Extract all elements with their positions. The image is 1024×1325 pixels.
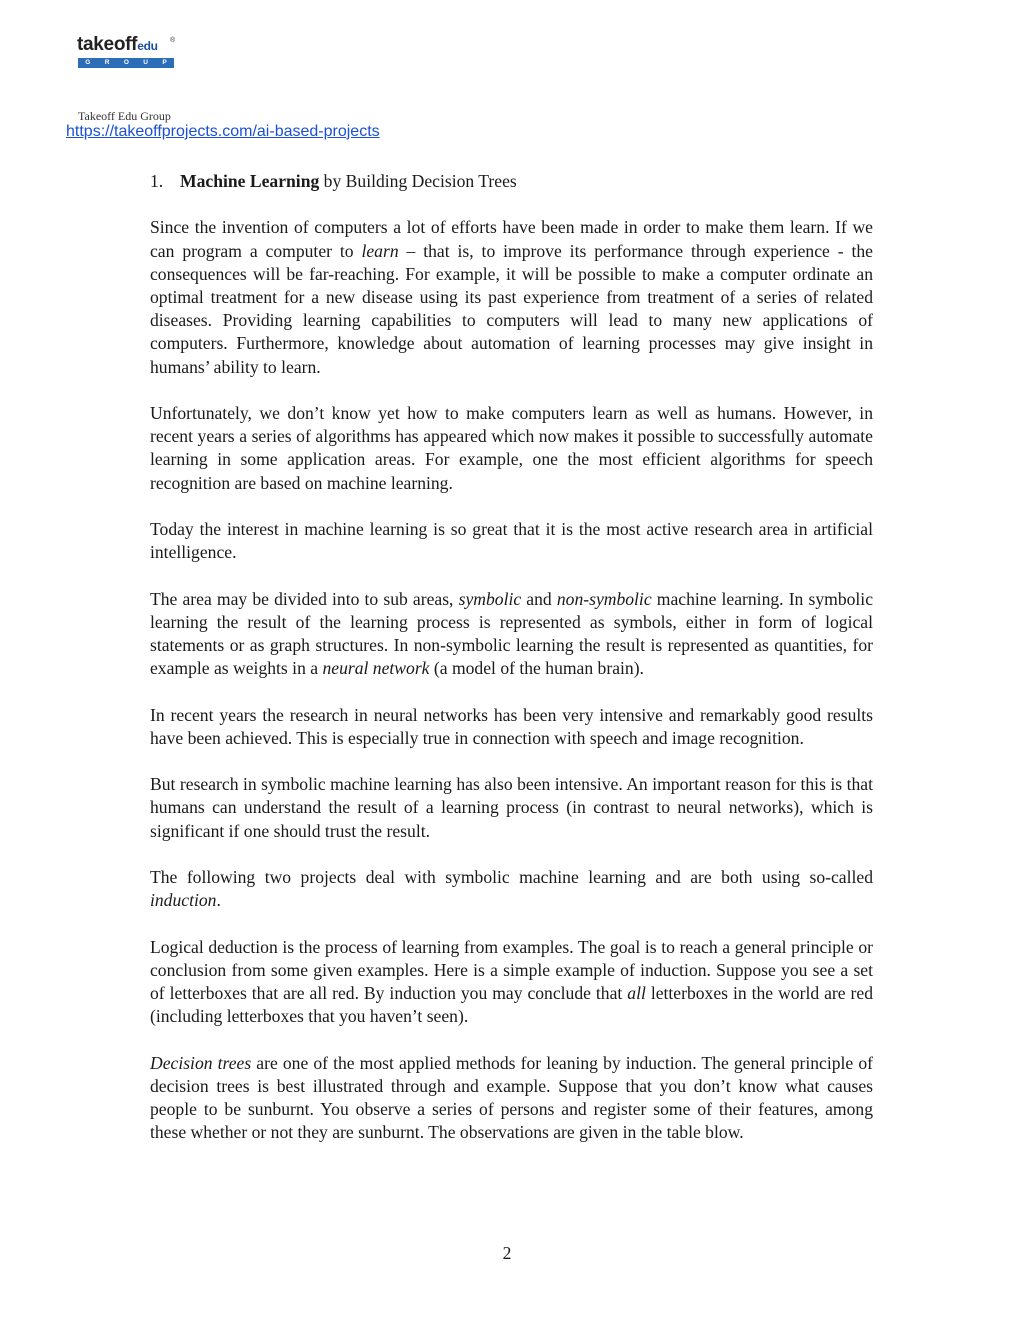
logo-group-bar: G R O U P — [78, 58, 174, 68]
paragraph-decision-trees: Decision trees are one of the most applied methods for leaning by induction. The general principle of decision trees is best illustrated through and example. Suppose that you don’t know what causes people to be sunburnt. You observe a series of persons and register some of their features, among these whether or not they are sunburnt. The observations are given in the table blow. — [150, 1052, 873, 1143]
paragraph-projects: The following two projects deal with symbolic machine learning and are both using so-called induction. — [150, 866, 873, 911]
paragraph-sub-areas: The area may be divided into to sub areas, symbolic and non-symbolic machine learning. In symbolic learning the result of the learning process is represented as symbols, either in form of logical statements or as graph structures. In non-symbolic learning the result is represented as quantities, for example as weights in a neural network (a model of the human brain). — [150, 588, 874, 679]
paragraph-symbolic-research: But research in symbolic machine learning has also been intensive. An important reason for this is that humans can understand the result of a learning process (in contrast to neural networks), which is significant if one should trust the result. — [150, 774, 873, 841]
section-heading — [150, 170, 873, 193]
paragraph-deduction: Logical deduction is the process of learning from examples. The goal is to reach a general principle or conclusion from some given examples. Here is a simple example of induction. Suppose you see a set of letterboxes that are all red. By induction you may conclude that all letterboxes in the world are red (including letterboxes that you haven’t seen). — [150, 936, 873, 1027]
projects-link[interactable]: https://takeoffprojects.com/ai-based-projects — [66, 123, 380, 140]
section-title-bold: Machine Learning — [180, 171, 320, 191]
paragraph-unfortunately: Unfortunately, we don’t know yet how to make computers learn as well as humans. However, in recent years a series of algorithms has appeared which now makes it possible to successfully automate learning in some application areas. For example, one the most efficient algorithms for speech recognition are based on machine learning. — [150, 403, 873, 493]
document-body — [150, 170, 873, 1168]
paragraph-interest: Today the interest in machine learning is so great that it is the most active research area in artificial intelligence. — [150, 519, 873, 563]
section-number: 1. — [150, 171, 164, 191]
company-name: Takeoff Edu Group — [78, 109, 171, 123]
section-title-rest: by Building Decision Trees — [319, 171, 517, 191]
company-logo — [77, 34, 177, 70]
logo-wordmark: takeoffedu — [77, 34, 158, 55]
page-number: 2 — [502, 1243, 512, 1263]
paragraph-invention: Since the invention of computers a lot of efforts have been made in order to make them learn. If we can program a computer to learn – that is, to improve its performance through experience - the consequences will be far-reaching. For example, it will be possible to make a computer ordinate an optimal treatment for a new disease using its past experience from treatment of a series of related diseases. Providing learning capabilities to computers will lead to many new applications of computers. Furthermore, knowledge about automation of learning processes may give insight in humans’ ability to learn. — [150, 217, 873, 377]
paragraph-neural-research: In recent years the research in neural networks has been very intensive and remarkably good results have been achieved. This is especially true in connection with speech and image recognition. — [150, 704, 873, 748]
registered-mark: ® — [170, 37, 176, 44]
